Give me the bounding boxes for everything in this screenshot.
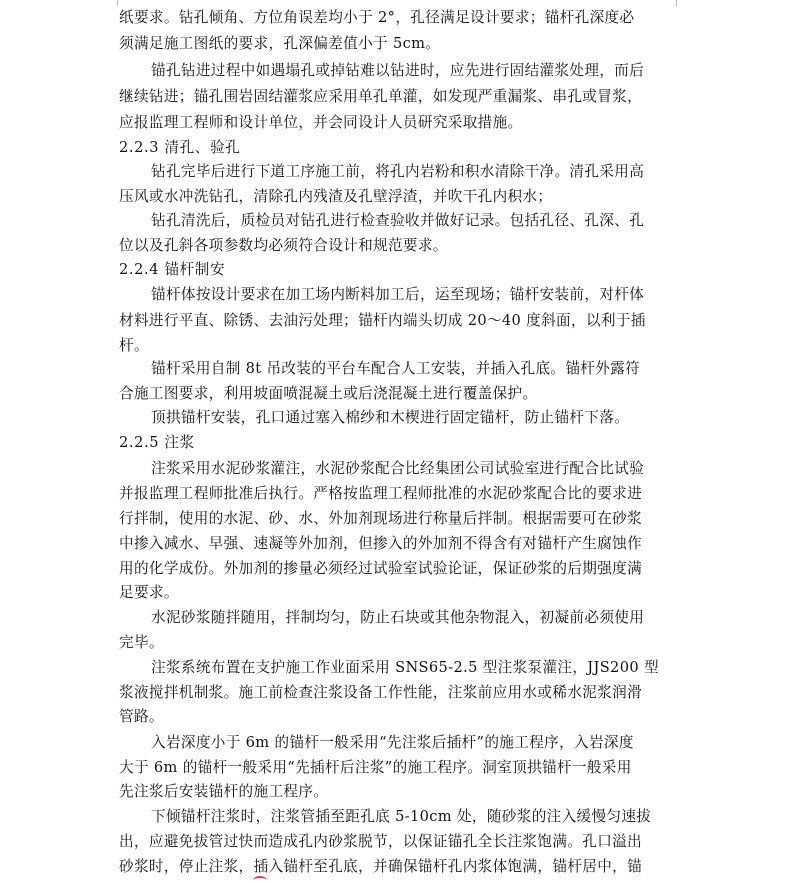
text-line: 合施工图要求，利用坡面喷混凝土或后浇混凝土进行覆盖保护。 (119, 385, 538, 402)
text-line: 压风或水冲洗钻孔，清除孔内残渣及孔壁浮渣，并吹干孔内积水； (119, 188, 553, 205)
text-line: 钻孔清洗后，质检员对钻孔进行检查验收并做好记录。包括孔径、孔深、孔 (151, 212, 645, 229)
text-line: 须满足施工图纸的要求，孔深偏差值小于 5cm。 (119, 35, 441, 52)
text-line: 继续钻进；锚孔围岩固结灌浆应采用单孔单灌，如发现严重漏浆、串孔或冒浆， (119, 88, 643, 105)
text-line: 下倾锚杆注浆时，注浆管插至距孔底 5-10cm 处，随砂浆的注入缓慢匀速拔 (151, 808, 652, 825)
text-line: 中掺入减水、早强、速凝等外加剂，但掺入的外加剂不得含有对锚杆产生腐蚀作 (119, 535, 643, 552)
text-line: 出，应避免拔管过快而造成孔内砂浆脱节，以保证锚孔全长注浆饱满。孔口溢出 (119, 833, 643, 850)
text-line: 锚杆采用自制 8t 吊改装的平台车配合人工安装，并插入孔底。锚杆外露符 (151, 360, 641, 377)
text-line: 先注浆后安装锚杆的施工程序。 (119, 783, 329, 800)
text-line: 注浆系统布置在支护施工作业面采用 SNS65-2.5 型注浆泵灌注，JJS200 型 (151, 659, 659, 676)
text-line: 杆。 (119, 337, 149, 354)
text-line: 砂浆时，停止注浆，插入锚杆至孔底，并确保锚杆孔内浆体饱满，锚杆居中，锚 (119, 858, 643, 875)
section-heading: 2.2.4 锚杆制安 (119, 261, 226, 278)
text-line: 材料进行平直、除锈、去油污处理；锚杆内端头切成 20～40 度斜面，以利于插 (119, 312, 646, 329)
text-line: 水泥砂浆随拌随用，拌制均匀，防止石块或其他杂物混入，初凝前必须使用 (151, 609, 645, 626)
text-line: 应报监理工程师和设计单位，并会同设计人员研究采取措施。 (119, 114, 523, 131)
text-line: 大于 6m 的锚杆一般采用“先插杆后注浆”的施工程序。洞室顶拱锚杆一般采用 (119, 759, 632, 776)
text-line: 浆液搅拌机制浆。施工前检查注浆设备工作性能，注浆前应用水或稀水泥浆润滑 (119, 684, 643, 701)
text-line: 位以及孔斜各项参数均必须符合设计和规范要求。 (119, 237, 448, 254)
section-heading: 2.2.5 注浆 (119, 434, 195, 451)
text-line: 行拌制，使用的水泥、砂、水、外加剂现场进行称量后拌制。根据需要可在砂浆 (119, 510, 643, 527)
text-line: 管路。 (119, 708, 164, 725)
text-line: 锚孔钻进过程中如遇塌孔或掉钻难以钻进时，应先进行固结灌浆处理，而后 (151, 62, 645, 79)
text-line: 用的化学成份。外加剂的掺量必须经过试验室试验论证，保证砂浆的后期强度满 (119, 560, 643, 577)
right-margin-mark (676, 0, 677, 6)
left-margin-mark (117, 0, 118, 6)
text-line: 顶拱锚杆安装，孔口通过塞入棉纱和木楔进行固定锚杆，防止锚杆下落。 (151, 409, 630, 426)
text-line: 钻孔完毕后进行下道工序施工前，将孔内岩粉和积水清除干净。清孔采用高 (151, 163, 645, 180)
text-line: 完毕。 (119, 634, 164, 651)
text-line: 纸要求。钻孔倾角、方位角误差均小于 2°，孔径满足设计要求；锚杆孔深度必 (119, 9, 635, 26)
red-cursor-icon (253, 876, 267, 883)
text-line: 足要求。 (119, 584, 179, 601)
text-line: 并报监理工程师批准后执行。严格按监理工程师批准的水泥砂浆配合比的要求进 (119, 485, 643, 502)
text-line: 入岩深度小于 6m 的锚杆一般采用“先注浆后插杆”的施工程序，入岩深度 (151, 734, 634, 751)
text-line: 注浆采用水泥砂浆灌注，水泥砂浆配合比经集团公司试验室进行配合比试验 (151, 460, 645, 477)
section-heading: 2.2.3 清孔、验孔 (119, 139, 241, 156)
text-line: 锚杆体按设计要求在加工场内断料加工后，运至现场；锚杆安装前，对杆体 (151, 286, 645, 303)
